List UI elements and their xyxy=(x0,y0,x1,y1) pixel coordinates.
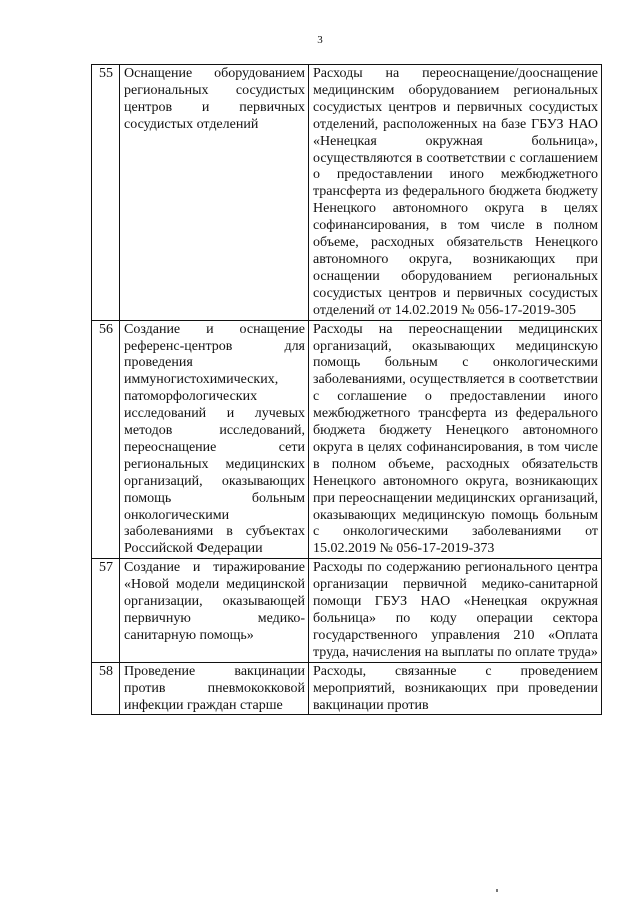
row-name-text: Проведение вакцинации против пневмококковой инфекции граждан старше xyxy=(124,663,305,713)
table-row xyxy=(92,559,602,662)
row-description: Расходы по содержанию регионального центра организации первичной медико-санитарной помощи ГБУЗ НАО «Ненецкая окружная больница» по коду операции сектора государственного управления 210 «Оплата труда, начисления на выплаты по оплате труда» xyxy=(309,559,602,662)
row-name: Оснащение оборудованием региональных сосудистых центров и первичных сосудистых отделений xyxy=(120,65,309,321)
row-description xyxy=(309,662,602,714)
row-number-text: 58 xyxy=(99,663,113,679)
row-name: Создание и оснащение референс-центров для проведения иммуногистохимических, патоморфологических исследований и лучевых методов исследований, переоснащение сети региональных медицинских организаций, оказывающих помощь больным онкологическими заболеваниями в субъектах Российской Федерации xyxy=(120,320,309,559)
scan-speck xyxy=(496,889,498,892)
expense-table xyxy=(91,64,602,715)
row-number: 55 xyxy=(92,65,120,321)
row-number xyxy=(92,662,120,714)
row-name xyxy=(120,662,309,714)
row-description: Расходы на переоснащение/дооснащение медицинским оборудованием региональных сосудистых центров и первичных сосудистых отделений, расположенных на базе ГБУЗ НАО «Ненецкая окружная больница», осуществляются в соответствии с соглашением о предоставлении иного межбюджетного трансферта из федерального бюджета бюджету Ненецкого автономного округа в целях софинансирования, в том числе в полном объеме, расходных обязательств Ненецкого автономного округа, возникающих при оснащении оборудованием региональных сосудистых центров и первичных сосудистых отделений от 14.02.2019 № 056-17-2019-305 xyxy=(309,65,602,321)
row-number: 56 xyxy=(92,320,120,559)
row-description: Расходы на переоснащении медицинских организаций, оказывающих медицинскую помощь больным с онкологическими заболеваниями, осуществляется в соответствии с соглашение о предоставлении иного межбюджетного трансферта из федерального бюджета бюджету Ненецкого автономного округа в целях софинансирования, в том числе в полном объеме, расходных обязательств Ненецкого автономного округа, возникающих при переоснащении медицинских организаций, оказывающих медицинскую помощь больным с онкологическими заболеваниями от 15.02.2019 № 056-17-2019-373 xyxy=(309,320,602,559)
table-row xyxy=(92,320,602,559)
table-row xyxy=(92,65,602,321)
row-number: 57 xyxy=(92,559,120,662)
table-row xyxy=(92,662,602,714)
row-name: Создание и тиражирование «Новой модели медицинской организации, оказывающей первичную медико-санитарную помощь» xyxy=(120,559,309,662)
page-number: 3 xyxy=(317,34,323,46)
row-description-text: Расходы, связанные с проведением мероприятий, возникающих при проведении вакцинации против xyxy=(313,663,598,713)
